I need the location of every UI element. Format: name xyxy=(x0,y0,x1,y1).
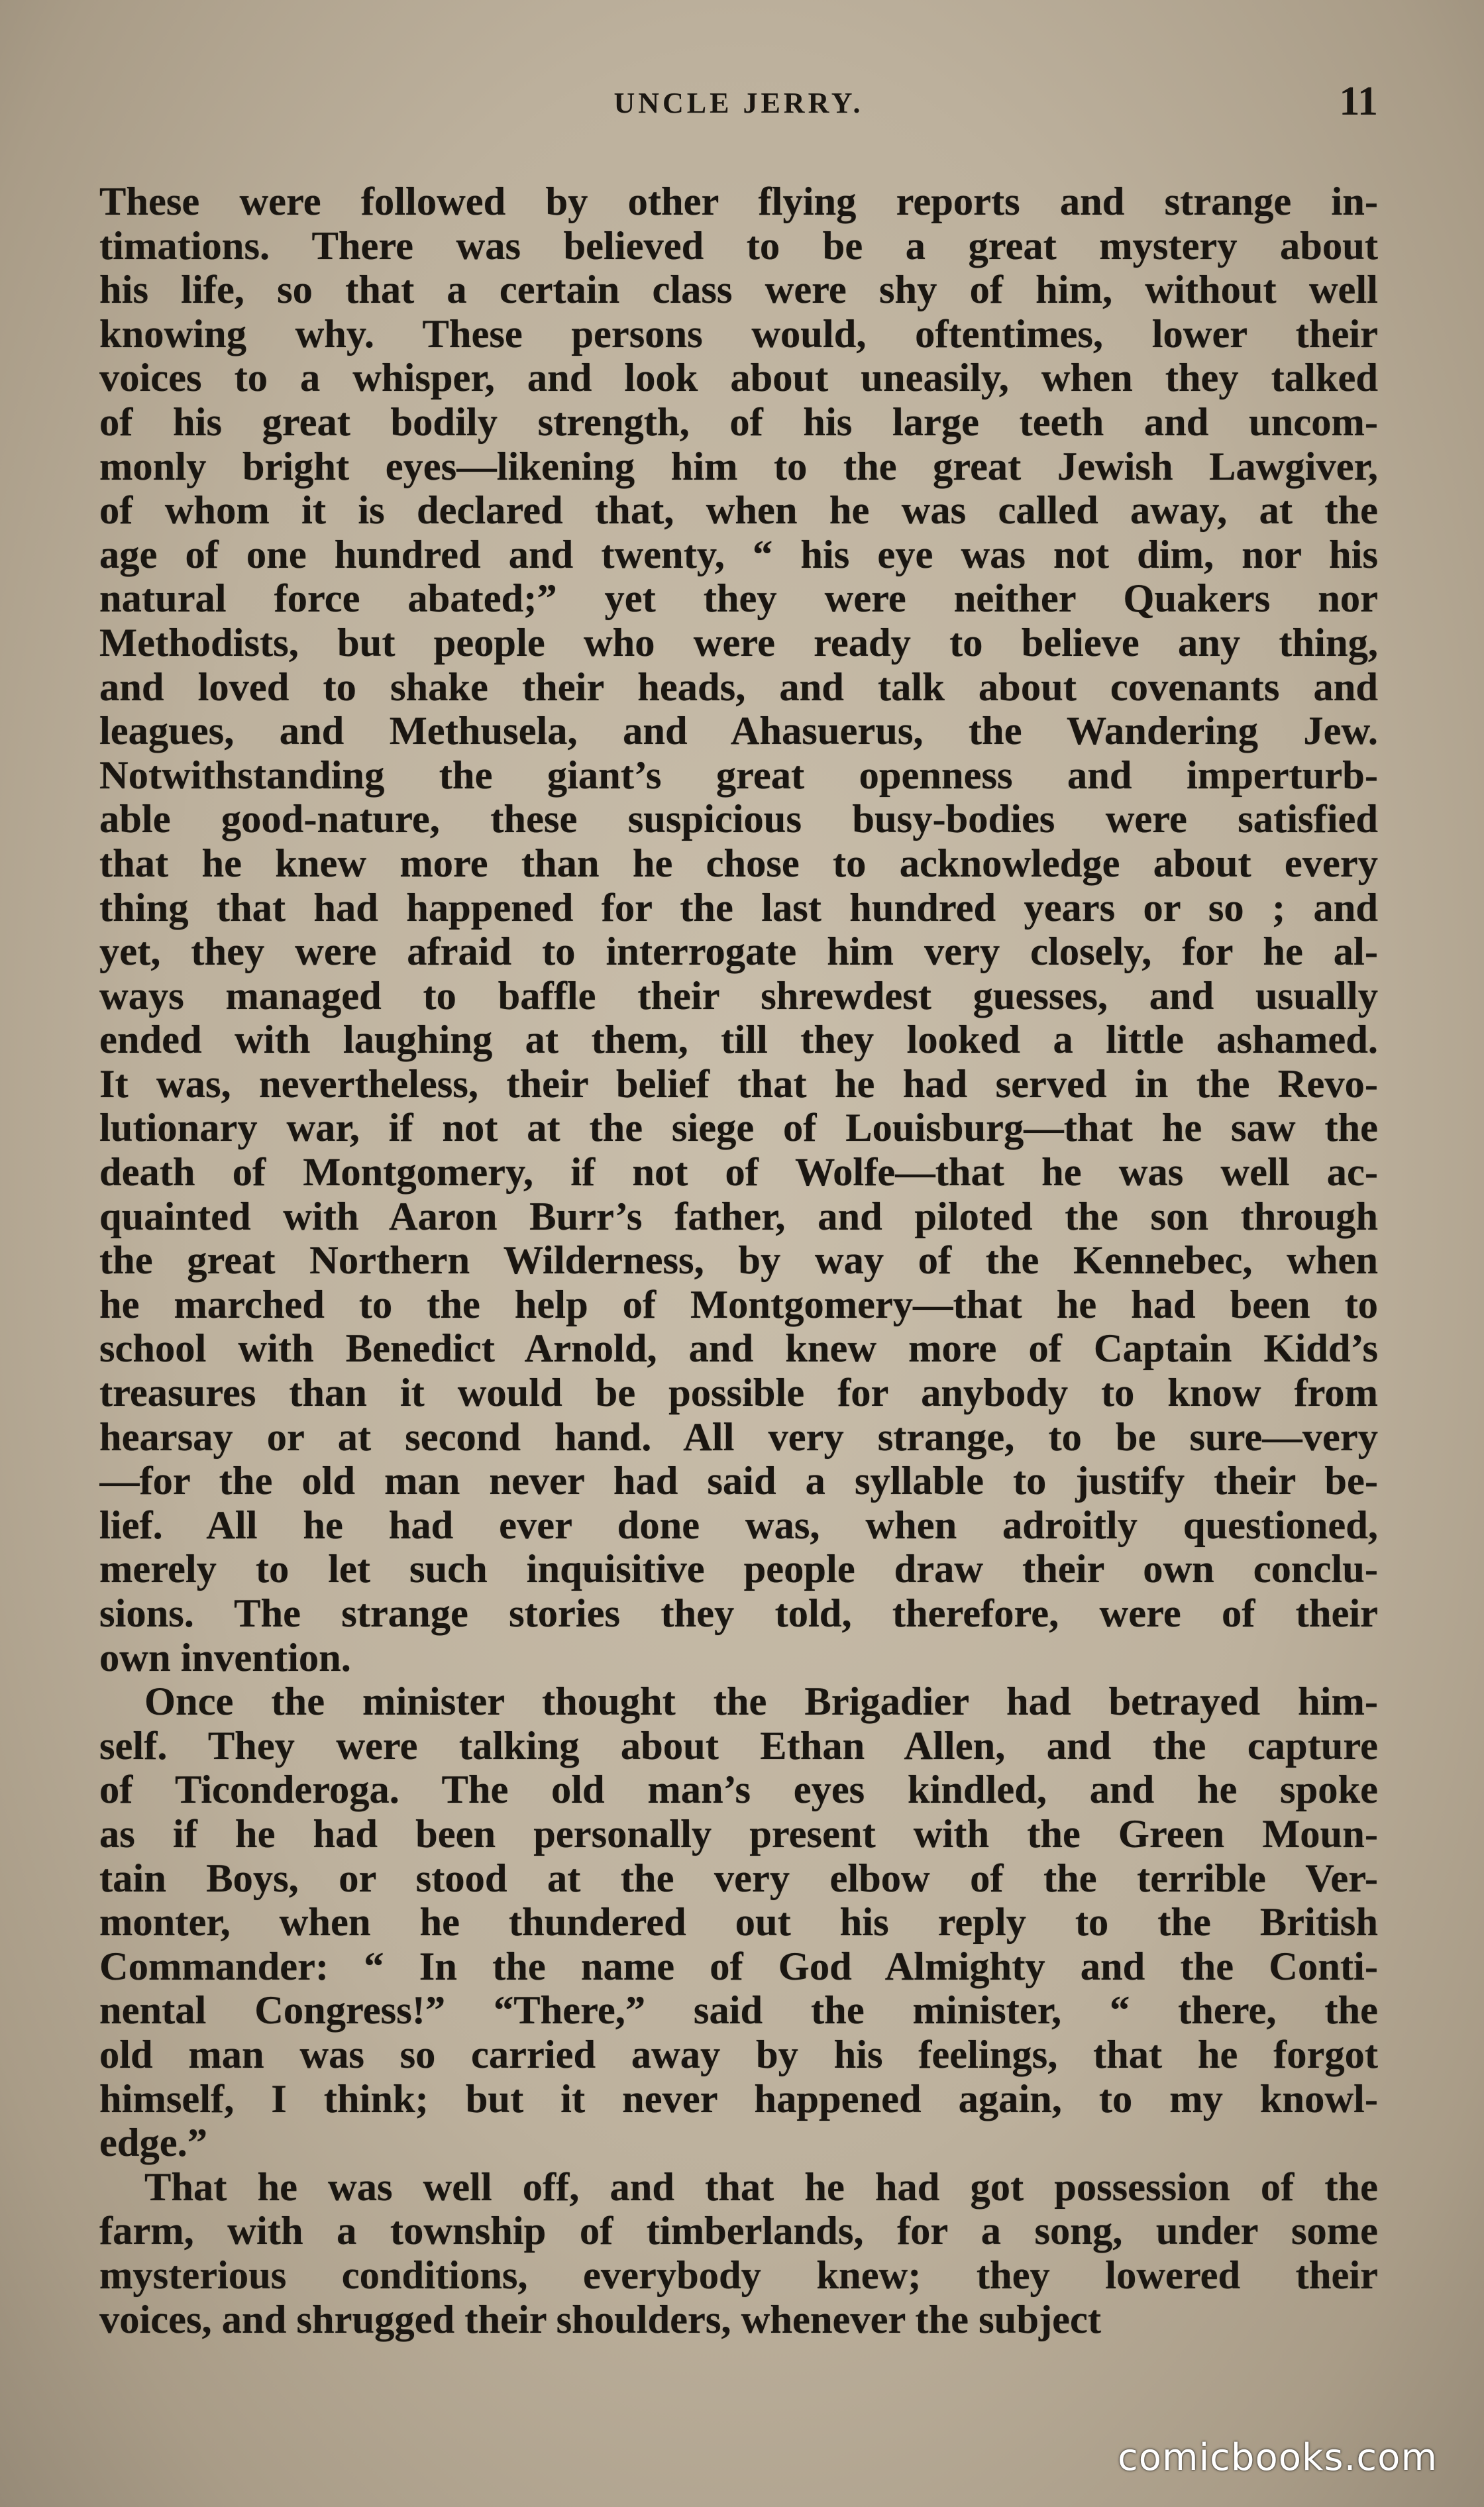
body-text xyxy=(99,180,1378,2342)
text-line: self. They were talking about Ethan Allen, and the capture xyxy=(99,1724,1378,1768)
text-line: ways managed to baffle their shrewdest guesses, and usually xyxy=(99,974,1378,1018)
text-line: of whom it is declared that, when he was called away, at the xyxy=(99,489,1378,533)
text-line: lief. All he had ever done was, when adroitly questioned, xyxy=(99,1503,1378,1548)
text-line: —for the old man never had said a syllable to justify their be- xyxy=(99,1460,1378,1504)
text-line: natural force abated;” yet they were neither Quakers nor xyxy=(99,577,1378,621)
text-line: These were followed by other flying reports and strange in- xyxy=(99,180,1378,224)
text-line: merely to let such inquisitive people draw their own conclu- xyxy=(99,1548,1378,1592)
text-line: Notwithstanding the giant’s great openness and imperturb- xyxy=(99,753,1378,798)
text-line: yet, they were afraid to interrogate him very closely, for he al- xyxy=(99,930,1378,975)
text-line: nental Congress!” “There,” said the minister, “ there, the xyxy=(99,1989,1378,2033)
text-line: lutionary war, if not at the siege of Louisburg—that he saw the xyxy=(99,1106,1378,1151)
text-line: timations. There was believed to be a great mystery about xyxy=(99,224,1378,268)
watermark: comicbooks.com xyxy=(1117,2436,1438,2479)
text-line: Commander: “ In the name of God Almighty and the Conti- xyxy=(99,1945,1378,1989)
text-line: death of Montgomery, if not of Wolfe—that he was well ac- xyxy=(99,1151,1378,1195)
text-line: age of one hundred and twenty, “ his eye was not dim, nor his xyxy=(99,533,1378,577)
text-line: his life, so that a certain class were shy of him, without well xyxy=(99,268,1378,313)
text-line: able good-nature, these suspicious busy-bodies were satisfied xyxy=(99,798,1378,842)
text-line: farm, with a township of timberlands, for a song, under some xyxy=(99,2210,1378,2254)
page-number: 11 xyxy=(1339,79,1378,124)
text-line: hearsay or at second hand. All very strange, to be sure—very xyxy=(99,1415,1378,1460)
text-line: old man was so carried away by his feelings, that he forgot xyxy=(99,2033,1378,2077)
text-line: as if he had been personally present with the Green Moun- xyxy=(99,1812,1378,1856)
text-line: he marched to the help of Montgomery—that he had been to xyxy=(99,1283,1378,1327)
text-line: leagues, and Methusela, and Ahasuerus, the Wandering Jew. xyxy=(99,710,1378,754)
text-line: knowing why. These persons would, oftentimes, lower their xyxy=(99,312,1378,356)
text-line: Once the minister thought the Brigadier had betrayed him- xyxy=(144,1680,1378,1725)
text-line: It was, nevertheless, their belief that he had served in the Revo- xyxy=(99,1062,1378,1106)
text-line: himself, I think; but it never happened again, to my knowl- xyxy=(99,2077,1378,2121)
running-head: UNCLE JERRY. xyxy=(613,87,864,119)
text-line: sions. The strange stories they told, therefore, were of their xyxy=(99,1592,1378,1636)
text-line: mysterious conditions, everybody knew; they lowered their xyxy=(99,2253,1378,2298)
text-line: own invention. xyxy=(99,1636,351,1680)
text-line: and loved to shake their heads, and talk about covenants and xyxy=(99,665,1378,710)
text-line: monter, when he thundered out his reply to the British xyxy=(99,1901,1378,1945)
text-line: voices, and shrugged their shoulders, whenever the subject xyxy=(99,2298,1101,2342)
text-line: thing that had happened for the last hundred years or so ; and xyxy=(99,886,1378,930)
text-line: edge.” xyxy=(99,2121,207,2166)
text-line: of Ticonderoga. The old man’s eyes kindled, and he spoke xyxy=(99,1768,1378,1813)
text-line: voices to a whisper, and look about uneasily, when they talked xyxy=(99,356,1378,401)
text-line: the great Northern Wilderness, by way of the Kennebec, when xyxy=(99,1239,1378,1283)
text-line: quainted with Aaron Burr’s father, and piloted the son through xyxy=(99,1195,1378,1239)
text-line: of his great bodily strength, of his large teeth and uncom- xyxy=(99,400,1378,445)
text-line: monly bright eyes—likening him to the great Jewish Lawgiver, xyxy=(99,445,1378,489)
text-line: treasures than it would be possible for anybody to know from xyxy=(99,1371,1378,1416)
page-header xyxy=(99,78,1378,138)
text-line: Methodists, but people who were ready to believe any thing, xyxy=(99,621,1378,665)
text-line: That he was well off, and that he had got possession of the xyxy=(144,2165,1378,2210)
text-line: school with Benedict Arnold, and knew more of Captain Kidd’s xyxy=(99,1327,1378,1371)
text-line: that he knew more than he chose to acknowledge about every xyxy=(99,841,1378,886)
text-line: ended with laughing at them, till they looked a little ashamed. xyxy=(99,1018,1378,1063)
text-line: tain Boys, or stood at the very elbow of the terrible Ver- xyxy=(99,1856,1378,1901)
